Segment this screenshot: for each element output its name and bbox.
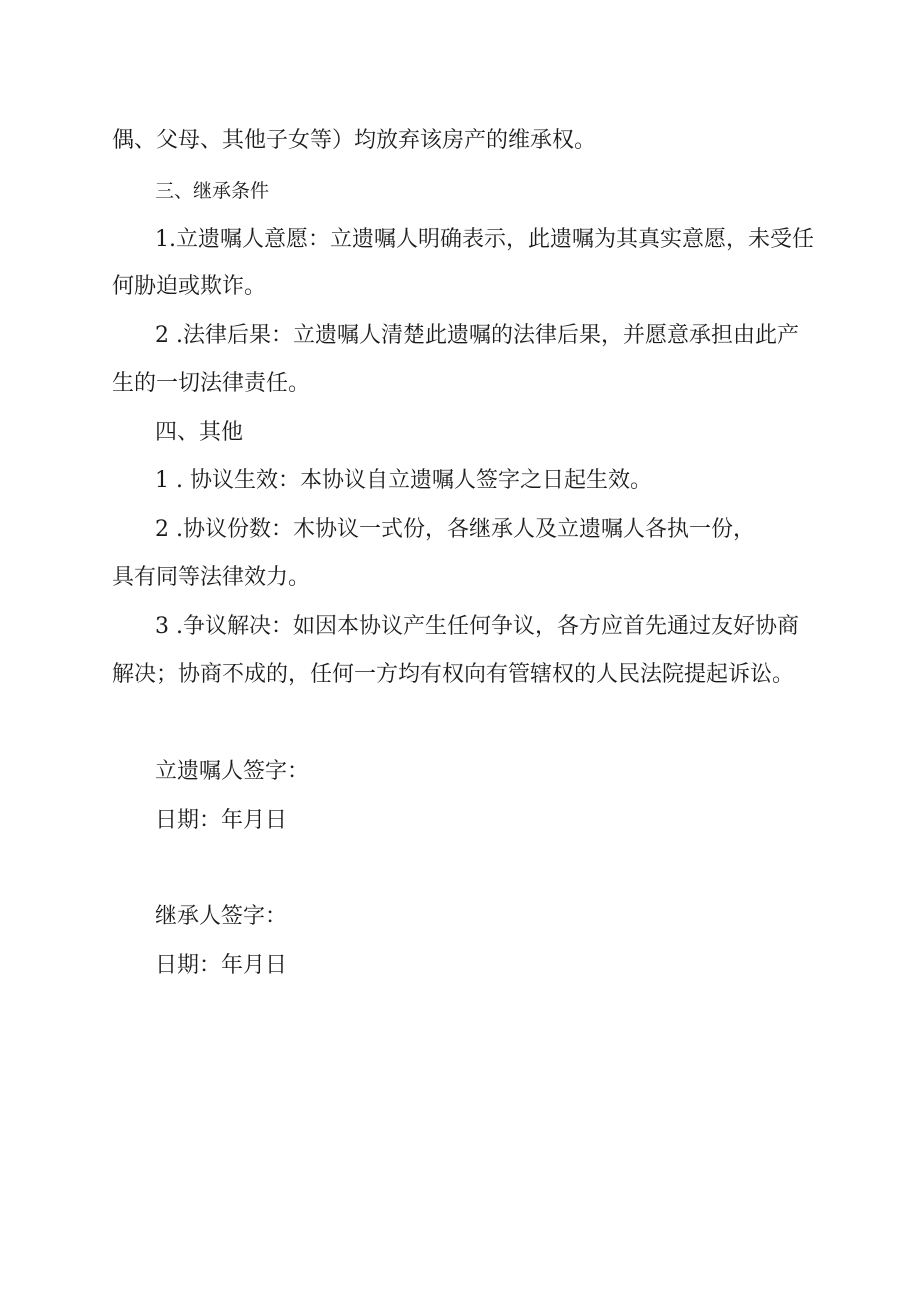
paragraph-line: 具有同等法律效力。 xyxy=(112,565,311,590)
paragraph-line: 偶、父母、其他子女等）均放弃该房产的维承权。 xyxy=(112,128,597,153)
clause-testator-intent: 1.立遗嘱人意愿：立遗嘱人明确表示，此遗嘱为其真实意愿，未受任 xyxy=(155,227,814,252)
clause-agreement-effective: 1 . 协议生效：本协议自立遗嘱人签字之日起生效。 xyxy=(155,468,652,493)
testator-date-label: 日期：年月日 xyxy=(155,808,288,833)
testator-signature-label: 立遗嘱人签字： xyxy=(155,759,310,784)
paragraph-line: 生的一切法律责任。 xyxy=(112,371,311,396)
heir-signature-label: 继承人签字： xyxy=(155,904,288,929)
clause-legal-consequences: 2 .法律后果：立遗嘱人清楚此遗嘱的法律后果，并愿意承担由此产 xyxy=(155,323,799,348)
paragraph-line: 何胁迫或欺诈。 xyxy=(112,274,267,299)
section-heading-inheritance-conditions: 三、继承条件 xyxy=(155,180,270,202)
clause-dispute-resolution: 3 .争议解决：如因本协议产生任何争议，各方应首先通过友好协商 xyxy=(155,614,799,639)
heir-date-label: 日期：年月日 xyxy=(155,953,288,978)
section-heading-other: 四、其他 xyxy=(155,420,244,445)
paragraph-line: 解决；协商不成的，任何一方均有权向有管辖权的人民法院提起诉讼。 xyxy=(112,662,795,687)
clause-agreement-copies: 2 .协议份数：木协议一式份，各继承人及立遗嘱人各执一份， xyxy=(155,517,755,542)
